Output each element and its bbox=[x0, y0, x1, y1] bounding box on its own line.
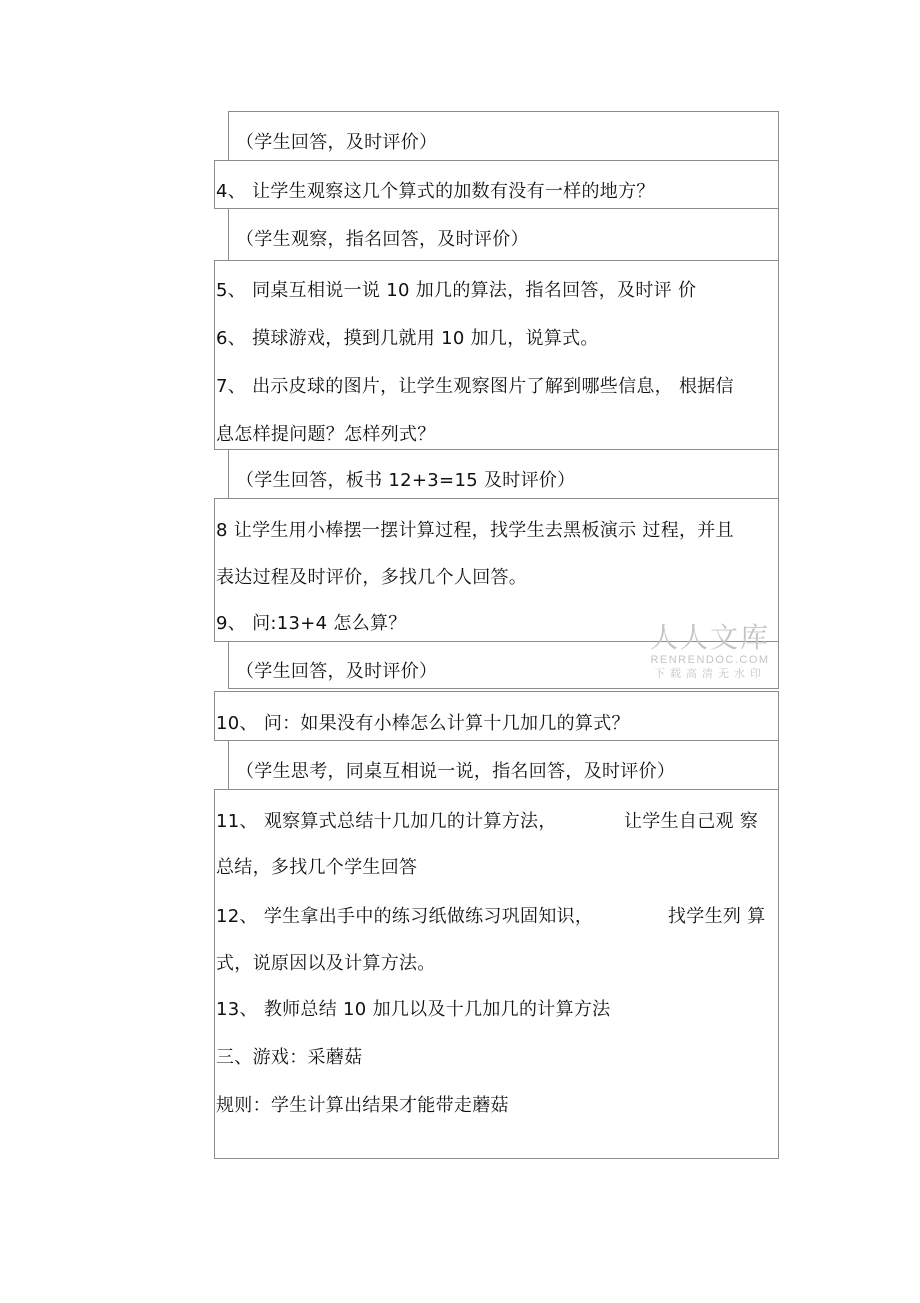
text-line: 4、 让学生观察这几个算式的加数有没有一样的地方？ bbox=[216, 181, 655, 202]
text-line: 11、 观察算式总结十几加几的计算方法， bbox=[216, 811, 557, 832]
text-line: 10、 问：如果没有小棒怎么计算十几加几的算式？ bbox=[216, 713, 630, 734]
text-line: 式，说原因以及计算方法。 bbox=[216, 953, 436, 974]
text-line: 息怎样提问题？怎样列式？ bbox=[216, 424, 436, 445]
text-line: 总结，多找几个学生回答 bbox=[216, 857, 418, 878]
text-line: 表达过程及时评价，多找几个人回答。 bbox=[216, 567, 528, 588]
text-line: 让学生自己观 察 bbox=[624, 811, 759, 832]
watermark bbox=[640, 622, 780, 681]
text-line: 13、 教师总结 10 加几以及十几加几的计算方法 bbox=[216, 999, 611, 1020]
watermark-subtitle: 下载高清无水印 bbox=[654, 667, 766, 680]
text-line: 7、 出示皮球的图片，让学生观察图片了解到哪些信息， 根据信 bbox=[216, 376, 734, 397]
text-line: 规则：学生计算出结果才能带走蘑菇 bbox=[216, 1095, 509, 1116]
text-line: 8 让学生用小棒摆一摆计算过程，找学生去黑板演示 过程，并且 bbox=[216, 520, 734, 541]
text-line: （学生观察，指名回答，及时评价） bbox=[236, 229, 529, 250]
text-line: 6、 摸球游戏，摸到几就用 10 加几，说算式。 bbox=[216, 328, 599, 349]
text-line: （学生回答，板书 12+3=15 及时评价） bbox=[236, 470, 576, 491]
watermark-url: RENRENDOC.COM bbox=[650, 654, 770, 666]
text-line: 找学生列 算 bbox=[668, 906, 766, 927]
text-line: 12、 学生拿出手中的练习纸做练习巩固知识， bbox=[216, 906, 594, 927]
watermark-title: 人人文库 bbox=[649, 621, 770, 654]
text-line: 5、 同桌互相说一说 10 加几的算法，指名回答，及时评 价 bbox=[216, 280, 697, 301]
text-line: 9、 问:13+4 怎么算？ bbox=[216, 613, 407, 634]
text-line: （学生回答，及时评价） bbox=[236, 661, 438, 682]
text-line: （学生回答，及时评价） bbox=[236, 132, 438, 153]
text-line: 三、游戏：采蘑菇 bbox=[216, 1047, 363, 1068]
text-line: （学生思考，同桌互相说一说，指名回答，及时评价） bbox=[236, 761, 676, 782]
